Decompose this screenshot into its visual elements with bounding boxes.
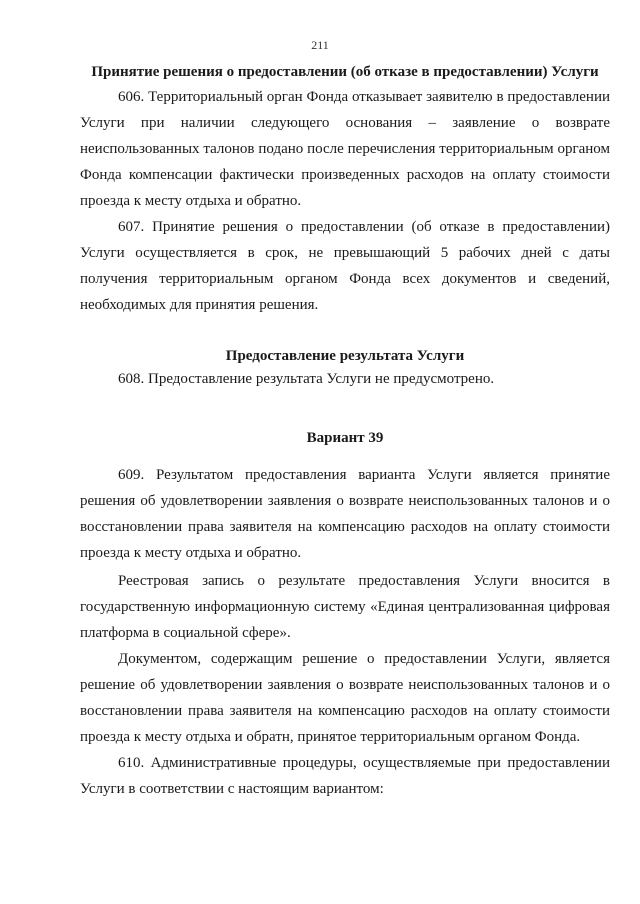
- paragraph-608: 608. Предоставление результата Услуги не предусмотрено.: [118, 371, 495, 387]
- paragraph-606: 606. Территориальный орган Фонда отказывает заявителю в предоставлении Услуги при наличии следующего основания – заявление о возврате неиспользованных талонов подано после перечисления территориальным органом Фонда компенсации фактически произведенных расходов на оплату стоимости проезда к месту отдыха и обратно.: [80, 89, 610, 209]
- page-number: 211: [311, 38, 329, 52]
- section-heading-decision: Принятие решения о предоставлении (об отказе в предоставлении) Услуги: [91, 64, 599, 80]
- paragraph-607: 607. Принятие решения о предоставлении (об отказе в предоставлении) Услуги осуществляется в срок, не превышающий 5 рабочих дней с даты получения территориальным органом Фонда всех документов и сведений, необходимых для принятия решения.: [80, 219, 610, 313]
- section-heading-result: Предоставление результата Услуги: [225, 348, 465, 364]
- paragraph-609: 609. Результатом предоставления варианта Услуги является принятие решения об удовлетворении заявления о возврате неиспользованных талонов и о восстановлении права заявителя на компенсацию расходов на оплату стоимости проезда к месту отдыха и обратно.: [80, 467, 610, 561]
- paragraph-decision-document: Документом, содержащим решение о предоставлении Услуги, является решение об удовлетворении заявления о возврате неиспользованных талонов и о восстановлении права заявителя на компенсацию расходов на оплату стоимости проезда к месту отдыха и обратн, принятое территориальным органом Фонда.: [80, 651, 610, 745]
- section-heading-variant: Вариант 39: [306, 430, 384, 446]
- paragraph-610: 610. Административные процедуры, осуществляемые при предоставлении Услуги в соответствии с настоящим вариантом:: [80, 755, 610, 797]
- paragraph-registry-record: Реестровая запись о результате предоставления Услуги вносится в государственную информационную систему «Единая централизованная цифровая платформа в социальной сфере».: [80, 573, 610, 641]
